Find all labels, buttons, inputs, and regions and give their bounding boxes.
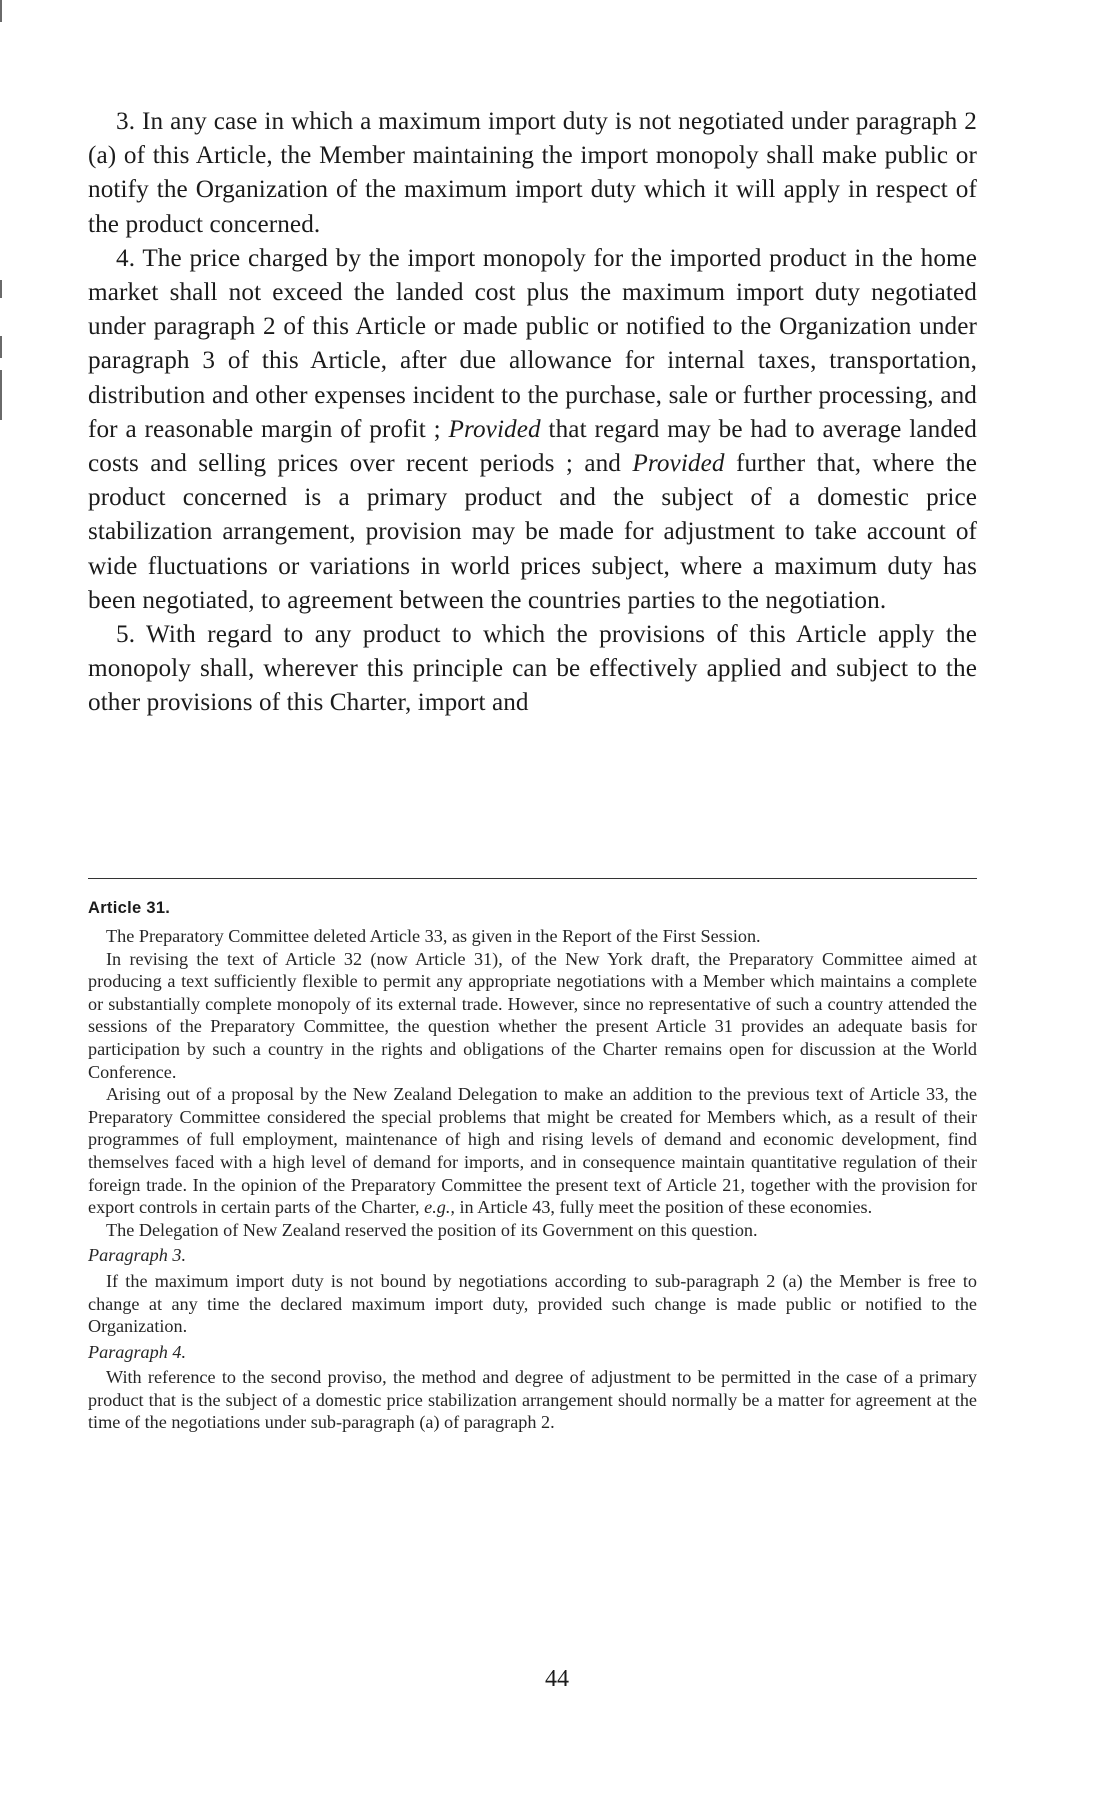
footnote-divider xyxy=(88,878,977,879)
note: With reference to the second proviso, the method and degree of adjustment to be permitted in the case of a primary product that is the subject of a domestic price stabilization arrangement should normally be a matter for agreement at the time of the negotiations under sub-paragraph (a) of paragraph 2. xyxy=(88,1367,977,1433)
note-text: in Article 43, fully meet the position of these economies. xyxy=(459,1197,873,1218)
footnotes xyxy=(88,897,977,1434)
notes-heading: Article 31. xyxy=(88,899,171,917)
paragraph-4-text: 4. The price charged by the import monopoly for the imported product in the home market shall not exceed the landed cost plus the maximum import duty negotiated under paragraph 2 of this Article or made public or notified to the Organization under paragraph 3 of this Article, after due allowance for internal taxes, transportation, distribution and other expenses incident to the purchase, sale or further processing, and for a reasonable margin of profit ; xyxy=(88,244,977,443)
page-number: 44 xyxy=(545,1666,569,1692)
main-text xyxy=(88,105,977,721)
note-text: Arising out of a proposal by the New Zealand Delegation to make an addition to the previous text of Article 33, the Preparatory Committee considered the special problems that might be created for Members which, as a result of their programmes of full employment, maintenance of high and rising levels of demand and economic development, find themselves faced with a high level of demand for imports, and in consequence maintain quantitative regulation of their foreign trade. In the opinion of the Preparatory Committee the present text of Article 21, together with the provision for export controls in certain parts of the Charter, xyxy=(88,1084,977,1218)
margin-mark xyxy=(0,370,2,420)
subheading-paragraph-3: Paragraph 3. xyxy=(88,1245,187,1266)
subheading-paragraph-4: Paragraph 4. xyxy=(88,1341,187,1362)
margin-mark xyxy=(0,280,2,298)
paragraph-3: 3. In any case in which a maximum import duty is not negotiated under paragraph 2 (a) of this Article, the Member maintaining the import monopoly shall make public or notify the Organization of the maximum import duty which it will apply in respect of the product concerned. xyxy=(88,108,977,238)
paragraph-4-text: further that, where the product concerned is a primary product and the subject of a domestic price stabilization arrangement, provision may be made for adjustment to take account of wide fluctuations or variations in world prices subject, where a maximum duty has been negotiated, to agreement between the countries parties to the negotiation. xyxy=(88,450,977,614)
provided-italic: Provided xyxy=(448,415,541,443)
margin-mark xyxy=(0,336,2,358)
note: If the maximum import duty is not bound by negotiations according to sub-paragraph 2 (a) the Member is free to change at any time the declared maximum import duty, provided such change is made public or notified to the Organization. xyxy=(88,1270,977,1337)
note: In revising the text of Article 32 (now Article 31), of the New York draft, the Preparatory Committee aimed at producing a text sufficiently flexible to permit any appropriate negotiations with a Member which maintains a complete or substantially complete monopoly of its external trade. However, since no representative of such a country attended the sessions of the Preparatory Committee, the question whether the present Article 31 provides an adequate basis for participation by such a country in the rights and obligations of the Charter remains open for discussion at the World Conference. xyxy=(88,948,977,1082)
paragraph-4-text: that regard may be had to average landed costs and selling prices over recent periods ; and xyxy=(88,415,977,478)
paragraph-5: 5. With regard to any product to which the provisions of this Article apply the monopoly shall, wherever this principle can be effectively applied and subject to the other provisions of this Charter, import and xyxy=(88,621,977,717)
provided-italic: Provided xyxy=(632,450,725,478)
paragraph-4 xyxy=(88,242,977,618)
note: The Delegation of New Zealand reserved the position of its Government on this question. xyxy=(106,1219,758,1240)
eg-italic: e.g., xyxy=(424,1197,455,1218)
note: The Preparatory Committee deleted Article 33, as given in the Report of the First Session. xyxy=(106,926,761,946)
margin-mark xyxy=(0,0,2,22)
note xyxy=(88,1083,977,1219)
